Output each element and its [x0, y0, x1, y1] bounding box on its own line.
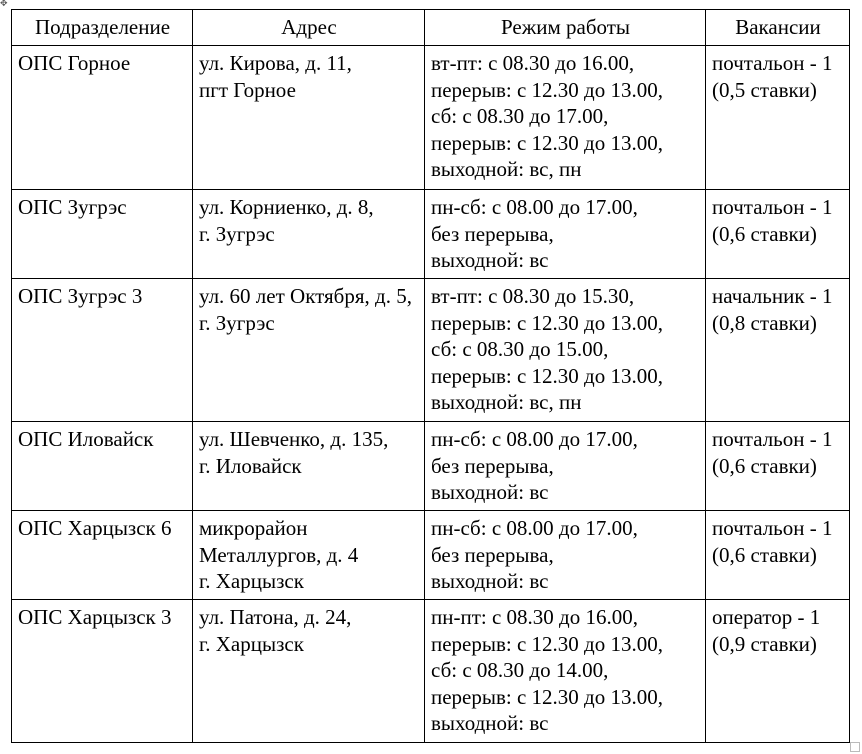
address-cell: ул. Шевченко, д. 135, г. Иловайск — [193, 422, 425, 511]
schedule-cell: пн-сб: с 08.00 до 17.00, без перерыва, выходной: вс — [425, 190, 706, 279]
table-row — [12, 279, 850, 422]
table-row — [12, 190, 850, 279]
address-cell: ул. Корниенко, д. 8, г. Зугрэс — [193, 190, 425, 279]
division-cell: ОПС Харцызск 3 — [12, 600, 193, 743]
schedule-cell: пн-пт: с 08.30 до 16.00, перерыв: с 12.30 до 13.00, сб: с 08.30 до 14.00, перерыв: с 12.30 до 13.00, выходной: вс — [425, 600, 706, 743]
table-row — [12, 46, 850, 190]
table-row — [12, 600, 850, 743]
address-cell: ул. Кирова, д. 11, пгт Горное — [193, 46, 425, 190]
division-cell: ОПС Зугрэс — [12, 190, 193, 279]
division-cell: ОПС Харцызск 6 — [12, 511, 193, 600]
vacancy-cell: почтальон - 1 (0,6 ставки) — [706, 422, 850, 511]
vacancy-cell: почтальон - 1 (0,6 ставки) — [706, 190, 850, 279]
vacancy-cell: начальник - 1 (0,8 ставки) — [706, 279, 850, 422]
vacancies-table — [11, 9, 850, 743]
header-address: Адрес — [193, 10, 425, 46]
schedule-cell: вт-пт: с 08.30 до 16.00, перерыв: с 12.30 до 13.00, сб: с 08.30 до 17.00, перерыв: с 12.30 до 13.00, выходной: вс, пн — [425, 46, 706, 190]
division-cell: ОПС Зугрэс 3 — [12, 279, 193, 422]
header-schedule: Режим работы — [425, 10, 706, 46]
schedule-cell: пн-сб: с 08.00 до 17.00, без перерыва, выходной: вс — [425, 511, 706, 600]
resize-handle-icon[interactable] — [850, 742, 860, 752]
vacancy-cell: оператор - 1 (0,9 ставки) — [706, 600, 850, 743]
table-move-handle-icon[interactable]: ✥ — [0, 0, 8, 9]
table-row — [12, 511, 850, 600]
division-cell: ОПС Иловайск — [12, 422, 193, 511]
header-vacancies: Вакансии — [706, 10, 850, 46]
schedule-cell: пн-сб: с 08.00 до 17.00, без перерыва, выходной: вс — [425, 422, 706, 511]
vacancy-cell: почтальон - 1 (0,6 ставки) — [706, 511, 850, 600]
schedule-cell: вт-пт: с 08.30 до 15.30, перерыв: с 12.30 до 13.00, сб: с 08.30 до 15.00, перерыв: с 12.30 до 13.00, выходной: вс, пн — [425, 279, 706, 422]
table-header-row — [12, 10, 850, 46]
address-cell: микрорайон Металлургов, д. 4 г. Харцызск — [193, 511, 425, 600]
header-division: Подразделение — [12, 10, 193, 46]
address-cell: ул. Патона, д. 24, г. Харцызск — [193, 600, 425, 743]
vacancy-cell: почтальон - 1 (0,5 ставки) — [706, 46, 850, 190]
address-cell: ул. 60 лет Октября, д. 5, г. Зугрэс — [193, 279, 425, 422]
table-row — [12, 422, 850, 511]
division-cell: ОПС Горное — [12, 46, 193, 190]
